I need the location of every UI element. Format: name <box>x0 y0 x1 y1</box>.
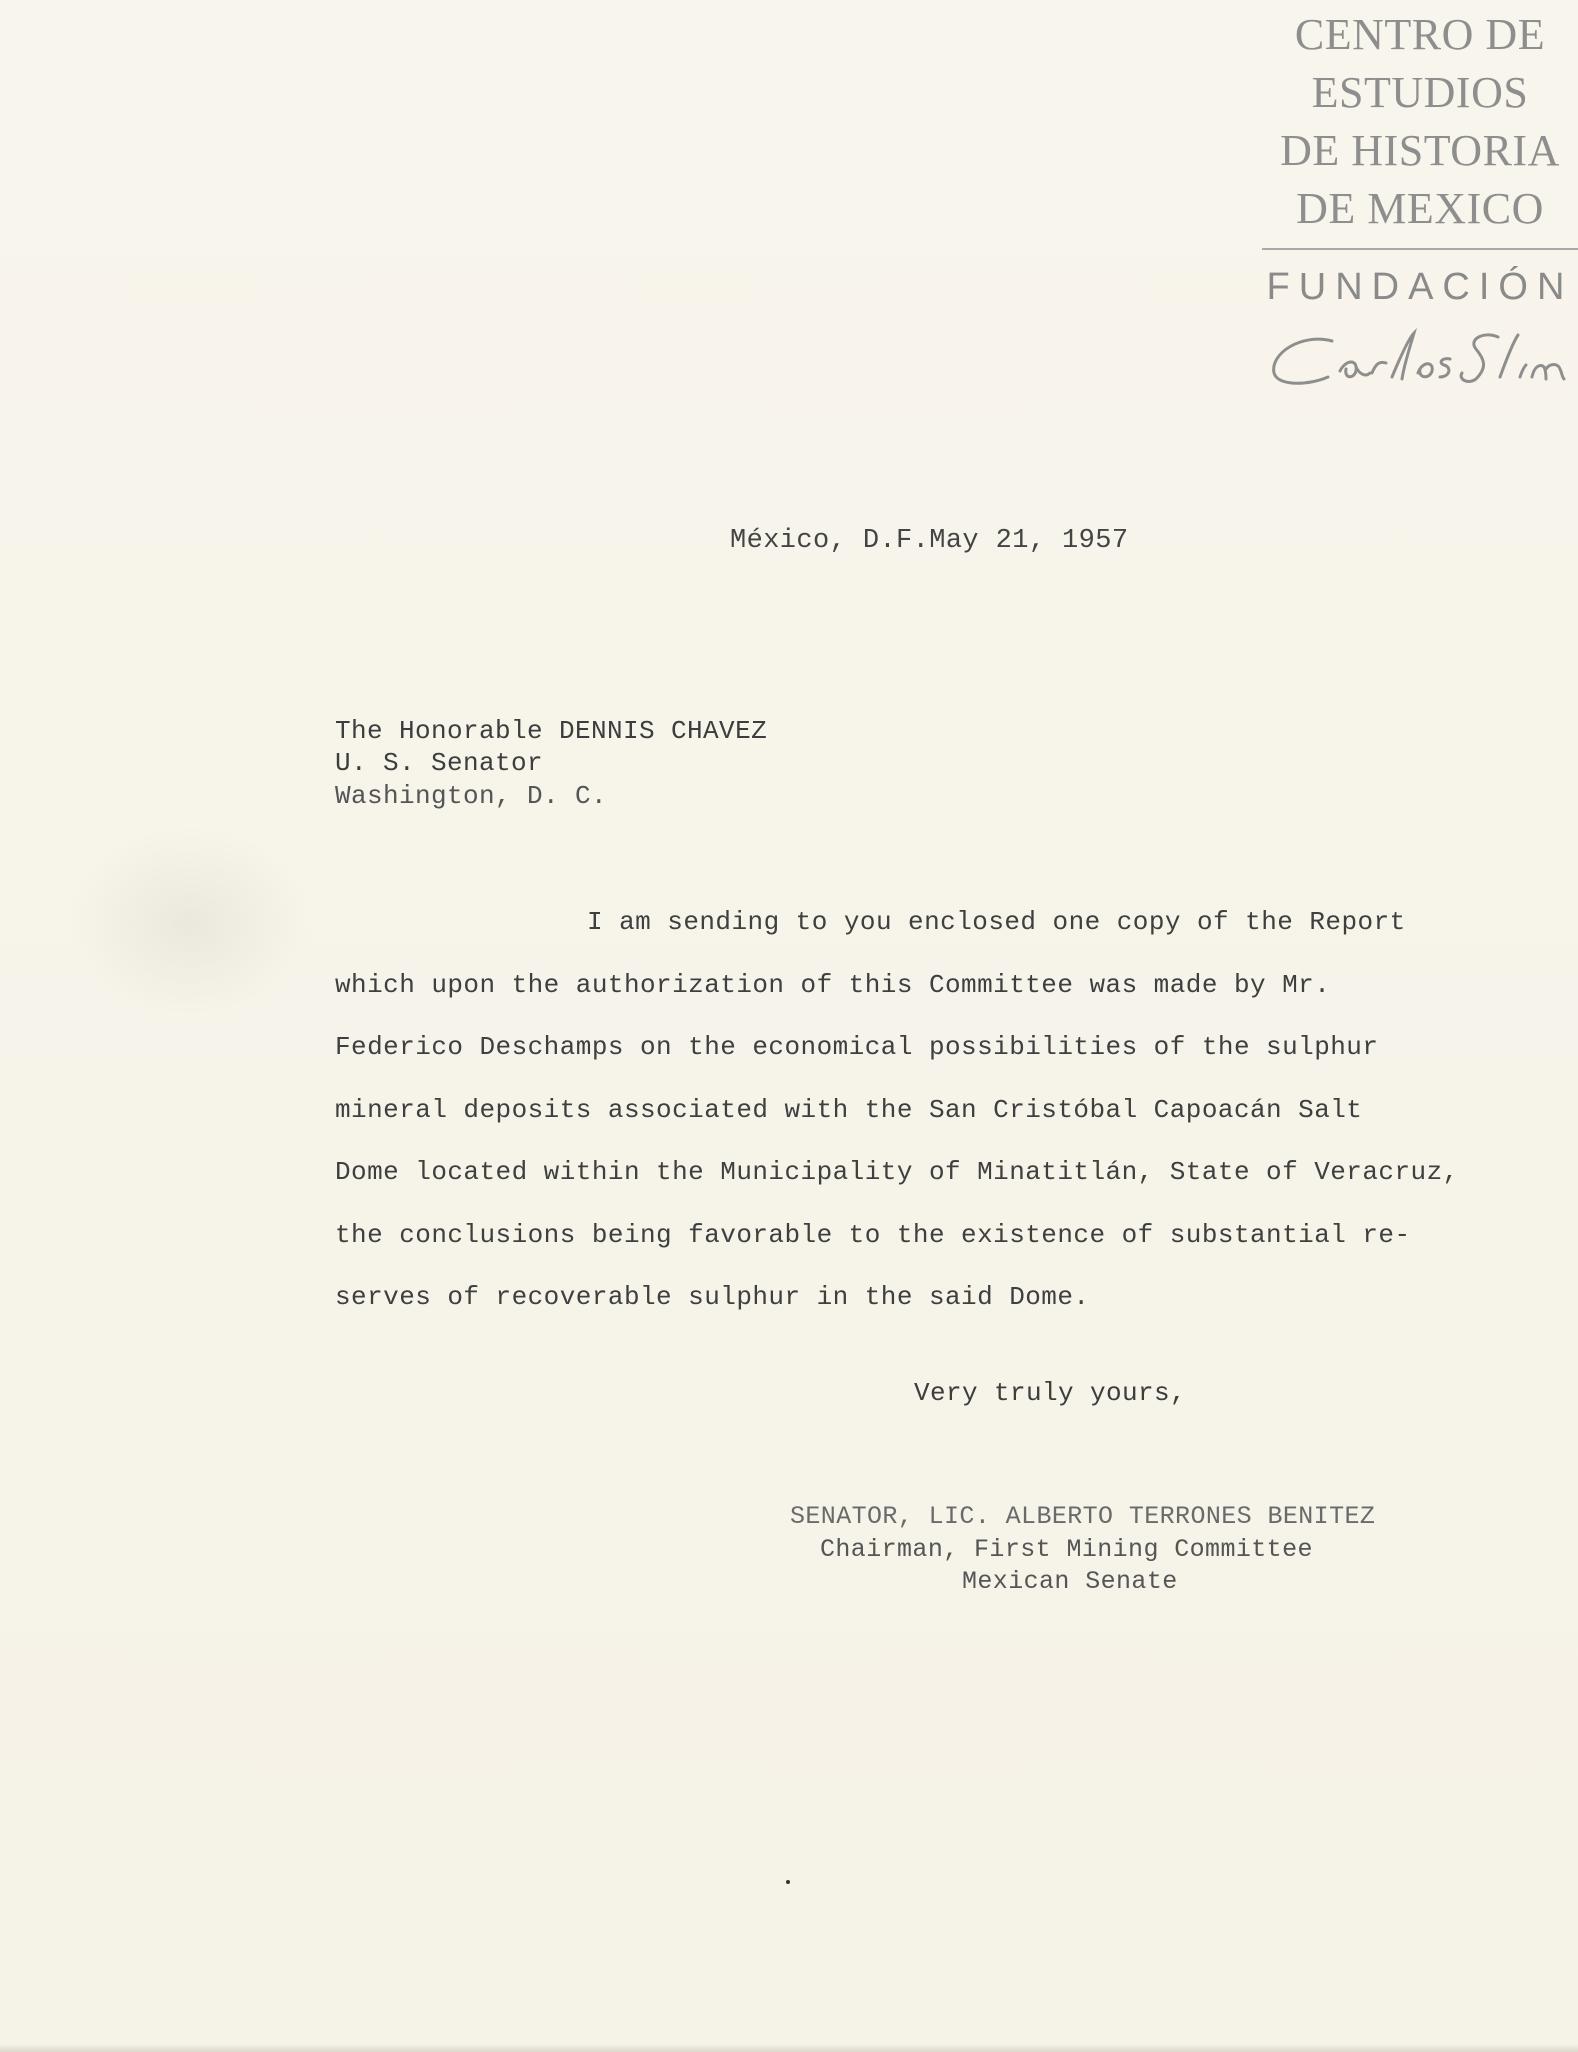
body-line: mineral deposits associated with the San Cristóbal Capoacán Salt <box>335 1094 1363 1125</box>
body-line: Dome located within the Municipality of Minatitlán, State of Veracruz, <box>335 1157 1459 1187</box>
page-edge-shadow <box>0 2044 1578 2052</box>
letter-closing: Very truly yours, <box>914 1378 1187 1408</box>
recipient-title: U. S. Senator <box>335 748 544 778</box>
recipient-name: The Honorable DENNIS CHAVEZ <box>335 716 768 746</box>
body-line: Federico Deschamps on the economical possibilities of the sulphur <box>335 1032 1379 1062</box>
letter-dateline: México, D.F.May 21, 1957 <box>730 526 1129 556</box>
body-line: serves of recoverable sulphur in the said Dome. <box>335 1282 1090 1312</box>
signatory-name: SENATOR, LIC. ALBERTO TERRONES BENITEZ <box>790 1502 1376 1531</box>
stamp-line-1: CENTRO DE <box>1294 10 1546 59</box>
stamp-foundation: FUNDACIÓN <box>1266 266 1574 308</box>
signature-logo-icon <box>1262 323 1578 393</box>
body-line: the conclusions being favorable to the existence of substantial re- <box>335 1219 1411 1250</box>
stamp-signature-logo <box>1262 323 1578 393</box>
signatory-organization: Mexican Senate <box>962 1567 1178 1596</box>
stamp-line-2: ESTUDIOS <box>1311 68 1529 117</box>
body-line: I am sending to you enclosed one copy of the Report <box>587 907 1406 937</box>
letter-body <box>335 906 1459 1344</box>
signatory-title: Chairman, First Mining Committee <box>820 1535 1313 1564</box>
stamp-divider <box>1262 248 1578 250</box>
recipient-location: Washington, D. C. <box>335 781 608 811</box>
stamp-line-3: DE HISTORIA <box>1280 126 1560 175</box>
ink-speck <box>786 1880 790 1884</box>
body-line: which upon the authorization of this Committee was made by Mr. <box>335 969 1331 1000</box>
archive-stamp <box>1262 6 1578 393</box>
stamp-line-4: DE MEXICO <box>1296 184 1544 233</box>
